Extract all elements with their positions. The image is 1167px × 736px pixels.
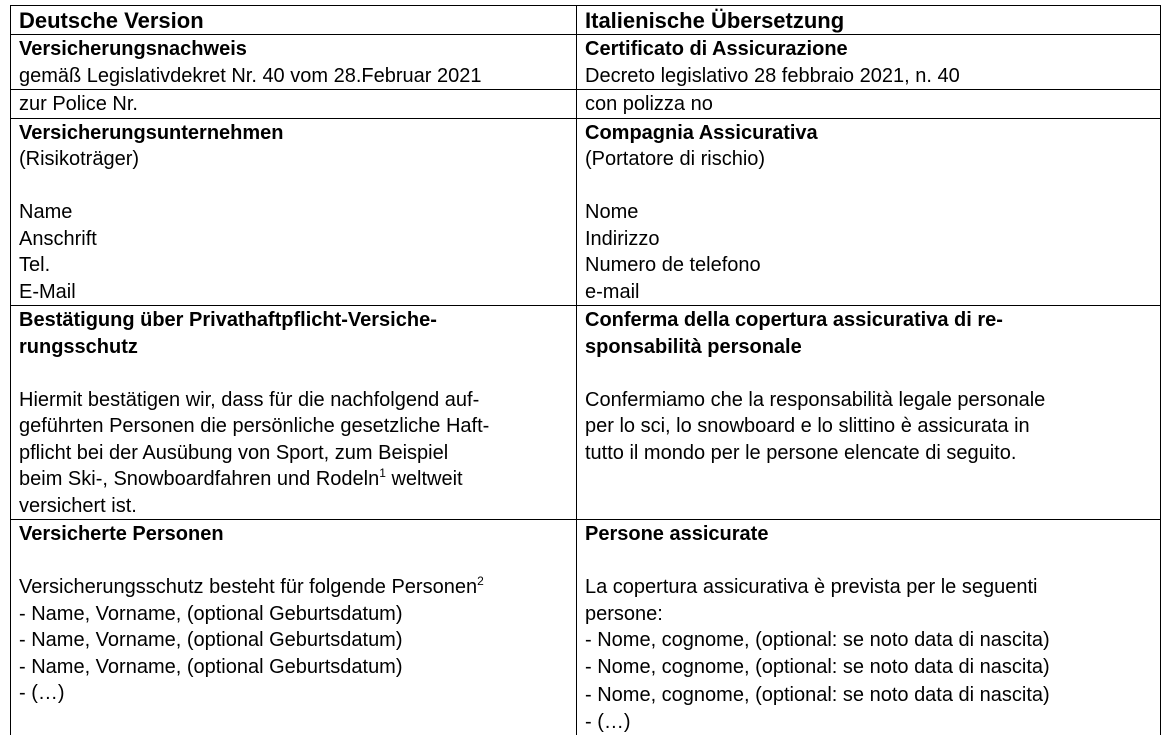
de-body-text: weltweit xyxy=(385,468,463,490)
de-certificate-title: Versicherungsnachweis xyxy=(19,38,247,60)
it-insured-item: - (…) xyxy=(585,710,631,733)
de-confirmation-body-line: versichert ist. xyxy=(19,494,137,517)
row-certificate xyxy=(11,35,1161,90)
it-insured-title: Persone assicurate xyxy=(585,523,769,545)
de-body-text: beim Ski-, Snowboardfahren und Rodeln xyxy=(19,468,380,490)
row-policy xyxy=(11,90,1161,119)
it-insured-intro-line: persone: xyxy=(585,602,663,625)
cell-de-insurer xyxy=(11,118,577,306)
de-insured-title: Versicherte Personen xyxy=(19,523,224,545)
cell-de-insured xyxy=(11,520,577,736)
it-field-phone: Numero de telefono xyxy=(585,254,761,276)
cell-de-policy xyxy=(11,90,577,119)
row-insured-persons xyxy=(11,520,1161,736)
it-confirmation-title-line: sponsabilità personale xyxy=(585,335,802,358)
de-confirmation-title-line: rungsschutz xyxy=(19,335,138,358)
it-field-address: Indirizzo xyxy=(585,227,660,250)
header-italian: Italienische Übersetzung xyxy=(577,6,1161,35)
de-field-name: Name xyxy=(19,201,73,223)
it-insured-item: - Nome, cognome, (optional: se noto data di nascita) xyxy=(585,655,1050,678)
de-insured-item: - Name, Vorname, (optional Geburtsdatum) xyxy=(19,629,403,651)
de-insurer-title: Versicherungsunternehmen xyxy=(19,121,284,144)
it-certificate-text: Decreto legislativo 28 febbraio 2021, n. 40 xyxy=(585,64,960,87)
it-confirmation-body-line: Confermiamo che la responsabilità legale personale xyxy=(585,388,1046,411)
it-confirmation-body-line: per lo sci, lo snowboard e lo slittino è assicurata in xyxy=(585,415,1030,437)
cell-it-confirmation xyxy=(577,306,1161,520)
header-row xyxy=(11,6,1161,35)
de-insured-item: - Name, Vorname, (optional Geburtsdatum) xyxy=(19,602,403,625)
cell-it-insured xyxy=(577,520,1161,736)
cell-it-policy xyxy=(577,90,1161,119)
it-certificate-title: Certificato di Assicurazione xyxy=(585,38,848,60)
spacer xyxy=(19,548,576,575)
de-insurer-sub: (Risikoträger) xyxy=(19,148,140,170)
cell-de-certificate xyxy=(11,35,577,90)
it-confirmation-body-line: tutto il mondo per le persone elencate di seguito. xyxy=(585,441,1017,464)
spacer xyxy=(585,548,1160,575)
footnote-marker: 1 xyxy=(379,466,386,480)
row-insurer xyxy=(11,118,1161,306)
de-certificate-text: gemäß Legislativdekret Nr. 40 vom 28.Februar 2021 xyxy=(19,64,482,87)
spacer xyxy=(585,173,1160,200)
cell-de-confirmation xyxy=(11,306,577,520)
it-insurer-title: Compagnia Assicurativa xyxy=(585,121,818,144)
it-confirmation-title-line: Conferma della copertura assicurativa di re- xyxy=(585,309,1003,331)
translation-table xyxy=(10,5,1161,735)
de-insured-item: - Name, Vorname, (optional Geburtsdatum) xyxy=(19,655,403,678)
de-confirmation-body-line: Hiermit bestätigen wir, dass für die nachfolgend auf- xyxy=(19,388,480,411)
footnote-marker: 2 xyxy=(477,574,484,588)
spacer xyxy=(19,173,576,200)
it-field-name: Nome xyxy=(585,201,639,223)
de-confirmation-body-line: geführten Personen die persönliche gesetzliche Haft- xyxy=(19,415,490,437)
de-field-phone: Tel. xyxy=(19,254,51,276)
it-insurer-sub: (Portatore di rischio) xyxy=(585,148,766,170)
de-field-email: E-Mail xyxy=(19,280,76,303)
de-confirmation-body-line xyxy=(19,466,576,493)
spacer xyxy=(19,360,576,387)
cell-it-certificate xyxy=(577,35,1161,90)
de-intro-text: Versicherungsschutz besteht für folgende Personen xyxy=(19,576,478,598)
it-field-email: e-mail xyxy=(585,280,640,303)
it-insured-item: - Nome, cognome, (optional: se noto data di nascita) xyxy=(585,629,1050,651)
it-policy-label: con polizza no xyxy=(585,93,713,115)
header-german: Deutsche Version xyxy=(11,6,577,35)
de-insured-intro xyxy=(19,574,576,601)
de-policy-label: zur Police Nr. xyxy=(19,93,138,115)
cell-it-insurer xyxy=(577,118,1161,306)
de-insured-item: - (…) xyxy=(19,682,65,704)
it-insured-intro-line: La copertura assicurativa è prevista per le seguenti xyxy=(585,576,1038,598)
row-confirmation xyxy=(11,306,1161,520)
de-field-address: Anschrift xyxy=(19,227,97,250)
de-confirmation-title-line: Bestätigung über Privathaftpflicht-Versiche- xyxy=(19,309,437,331)
spacer xyxy=(585,360,1160,387)
de-confirmation-body-line: pflicht bei der Ausübung von Sport, zum Beispiel xyxy=(19,441,449,464)
it-insured-item: - Nome, cognome, (optional: se noto data di nascita) xyxy=(585,684,1050,706)
